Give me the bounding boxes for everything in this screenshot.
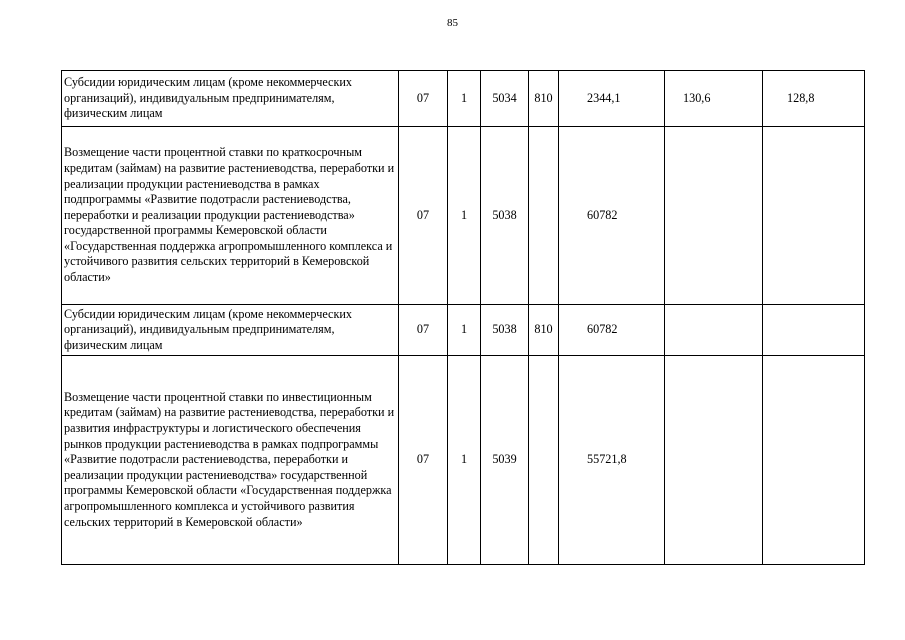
amount-year-2: 130,6 [665,71,763,127]
amount-year-1: 60782 [559,127,665,305]
budget-table [61,70,865,565]
expense-type-code [529,356,559,565]
row-name: Возмещение части процентной ставки по инвестиционным кредитам (займам) на развитие растениеводства, переработки и развития инфраструктуры и логистического обеспечения рынков продукции растениеводства в рамках подпрограммы «Развитие подотрасли растениеводства, переработки и реализации продукции растениеводства» государственной программы Кемеровской области «Государственная поддержка агропромышленного комплекса и устойчивого развития сельских территорий в Кемеровской области» [62,356,399,565]
article-code: 5038 [481,305,529,356]
subsection-code: 1 [448,356,481,565]
subsection-code: 1 [448,127,481,305]
amount-year-2 [665,356,763,565]
amount-year-1: 55721,8 [559,356,665,565]
amount-year-2 [665,305,763,356]
article-code: 5034 [481,71,529,127]
amount-year-3 [763,127,865,305]
subsection-code: 1 [448,71,481,127]
amount-year-1: 2344,1 [559,71,665,127]
row-name: Возмещение части процентной ставки по краткосрочным кредитам (займам) на развитие растениеводства, переработки и реализации продукции растениеводства в рамках подпрограммы «Развитие подотрасли растениеводства, переработки и реализации продукции растениеводства» государственной программы Кемеровской области «Государственная поддержка агропромышленного комплекса и устойчивого развития сельских территорий в Кемеровской области» [62,127,399,305]
section-code: 07 [399,356,448,565]
section-code: 07 [399,305,448,356]
amount-year-2 [665,127,763,305]
table-row [62,305,865,356]
row-name: Субсидии юридическим лицам (кроме некоммерческих организаций), индивидуальным предпринимателям, физическим лицам [62,71,399,127]
table-row [62,71,865,127]
subsection-code: 1 [448,305,481,356]
table-row [62,127,865,305]
page-number: 85 [447,17,458,29]
amount-year-3: 128,8 [763,71,865,127]
table-row [62,356,865,565]
section-code: 07 [399,71,448,127]
article-code: 5038 [481,127,529,305]
amount-year-3 [763,305,865,356]
row-name: Субсидии юридическим лицам (кроме некоммерческих организаций), индивидуальным предпринимателям, физическим лицам [62,305,399,356]
expense-type-code: 810 [529,305,559,356]
amount-year-3 [763,356,865,565]
expense-type-code [529,127,559,305]
amount-year-1: 60782 [559,305,665,356]
article-code: 5039 [481,356,529,565]
section-code: 07 [399,127,448,305]
expense-type-code: 810 [529,71,559,127]
